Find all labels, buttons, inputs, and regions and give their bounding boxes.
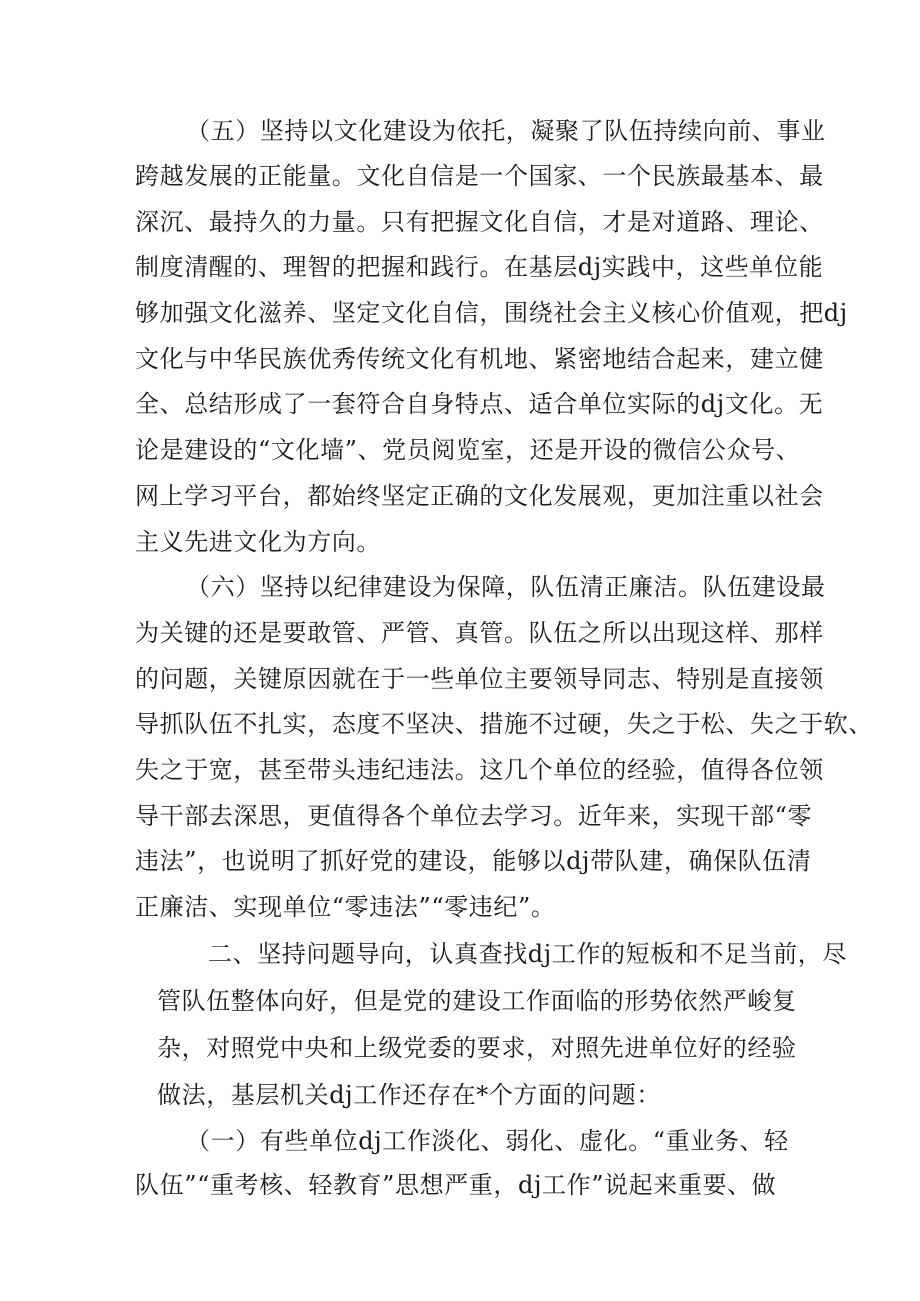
paragraph-line: 全、总结形成了一套符合自身特点、适合单位实际的dj文化。无 [135, 390, 824, 418]
paragraph-line: 的问题，关键原因就在于一些单位主要领导同志、特别是直接领 [135, 665, 824, 693]
paragraph-line: 制度清醒的、理智的把握和践行。在基层dj实践中，这些单位能 [135, 253, 824, 281]
paragraph-line: 文化与中华民族优秀传统文化有机地、紧密地结合起来，建立健 [135, 345, 824, 373]
paragraph-line: 二、坚持问题导向，认真查找dj工作的短板和不足当前，尽 [208, 940, 848, 968]
paragraph-line: 违法”，也说明了抓好党的建设，能够以dj带队建，确保队伍清 [135, 847, 812, 875]
paragraph-line: （一）有些单位dj工作淡化、弱化、虚化。“重业务、轻 [186, 1127, 789, 1155]
paragraph-line: 跨越发展的正能量。文化自信是一个国家、一个民族最基本、最 [135, 162, 824, 190]
paragraph-line: （六）坚持以纪律建设为保障，队伍清正廉洁。队伍建设最 [186, 573, 826, 601]
paragraph-line: 管队伍整体向好，但是党的建设工作面临的形势依然严峻复 [157, 987, 797, 1015]
paragraph-line: 导抓队伍不扎实，态度不坚决、措施不过硬，失之于松、失之于软、 [135, 710, 873, 738]
paragraph-line: 杂，对照党中央和上级党委的要求，对照先进单位好的经验 [157, 1034, 797, 1062]
paragraph-line: 论是建设的“文化墙”、党员阅览室，还是开设的微信公众号、 [135, 436, 801, 464]
paragraph-line: 为关键的还是要敢管、严管、真管。队伍之所以出现这样、那样 [135, 619, 824, 647]
paragraph-line: （五）坚持以文化建设为依托，凝聚了队伍持续向前、事业 [186, 117, 826, 145]
paragraph-line: 失之于宽，甚至带头违纪违法。这几个单位的经验，值得各位领 [135, 756, 824, 784]
paragraph-line: 正廉洁、实现单位“零违法”“零违纪”。 [135, 893, 556, 921]
paragraph-line: 主义先进文化为方向。 [135, 528, 381, 556]
paragraph-line: 队伍”“重考核、轻教育”思想严重，dj工作”说起来重要、做 [135, 1171, 777, 1199]
paragraph-line: 导干部去深思，更值得各个单位去学习。近年来，实现干部“零 [135, 802, 813, 830]
paragraph-line: 网上学习平台，都始终坚定正确的文化发展观，更加注重以社会 [135, 482, 824, 510]
paragraph-line: 深沉、最持久的力量。只有把握文化自信，才是对道路、理论、 [135, 208, 824, 236]
paragraph-line: 做法，基层机关dj工作还存在*个方面的问题： [157, 1081, 662, 1109]
paragraph-line: 够加强文化滋养、坚定文化自信，围绕社会主义核心价值观，把dj [135, 299, 848, 327]
